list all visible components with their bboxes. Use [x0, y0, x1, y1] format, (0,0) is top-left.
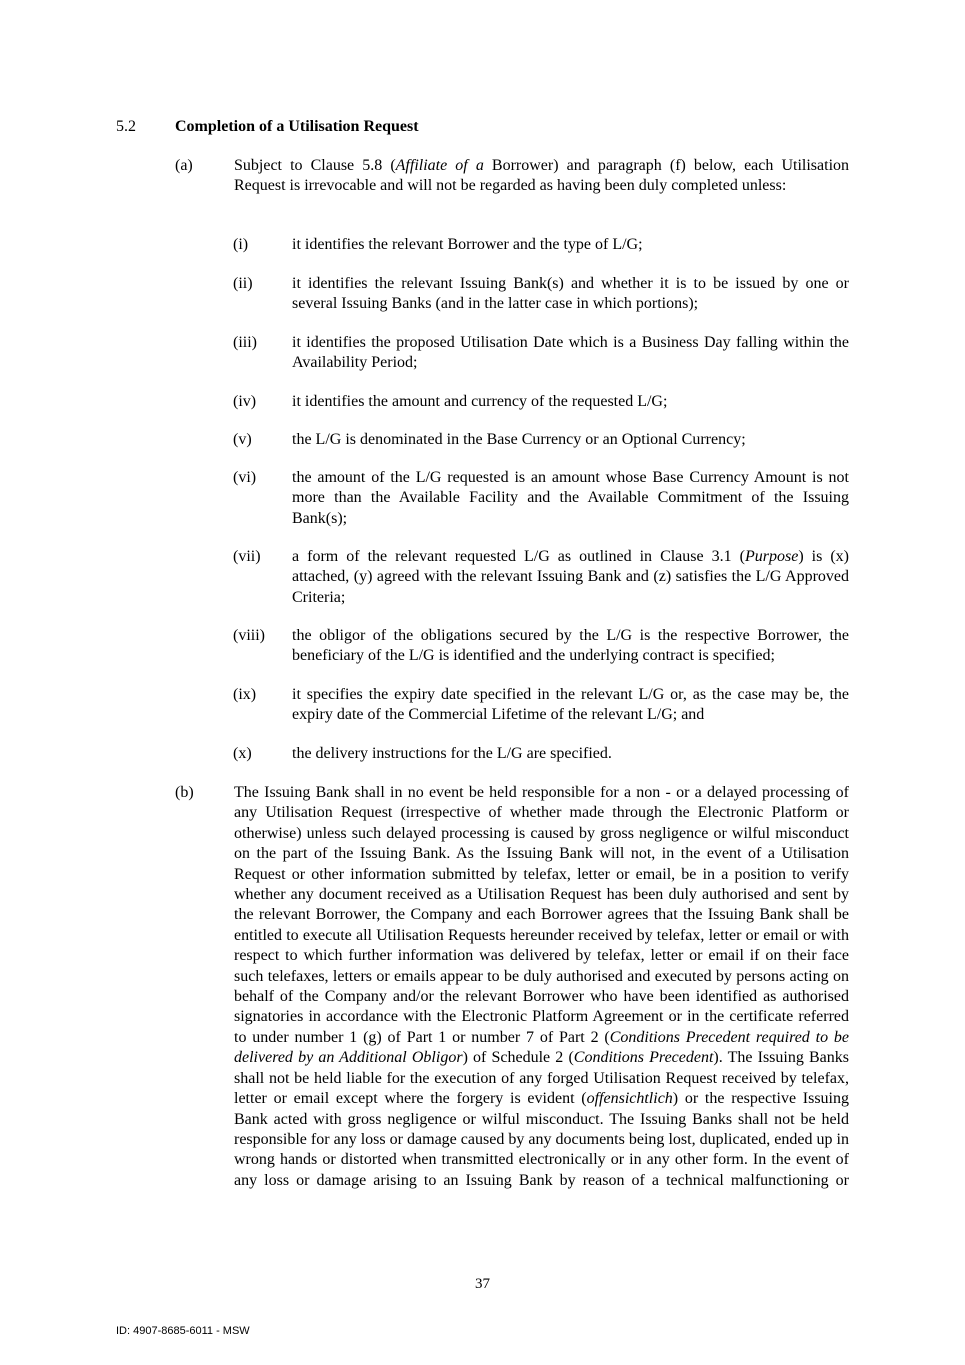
item-label: (vii) — [233, 548, 261, 565]
item-label: (ii) — [233, 275, 253, 292]
paragraph-label: (b) — [175, 784, 194, 801]
paragraph-label: (a) — [175, 157, 193, 174]
section-number: 5.2 — [116, 118, 136, 135]
paragraph-text: Subject to Clause 5.8 (Affiliate of a Borrower) and paragraph (f) below, each Utilisation Request is irrevocable and will not be regarded as having been duly completed unless: — [234, 157, 850, 195]
item-text: it specifies the expiry date specified in the relevant L/G or, as the case may be, the expiry date of the Commercial Lifetime of the relevant L/G; and — [292, 686, 849, 724]
item-label: (i) — [233, 236, 249, 253]
item-label: (v) — [233, 431, 252, 448]
section-title: Completion of a Utilisation Request — [175, 118, 419, 135]
page-number: 37 — [475, 1276, 490, 1292]
item-text: the amount of the L/G requested is an amount whose Base Currency Amount is not more than the Available Facility and the Available Commitment of the Issuing Bank(s); — [292, 469, 849, 527]
document-id: ID: 4907-8685-6011 - MSW — [116, 1325, 250, 1337]
item-label: (x) — [233, 745, 252, 762]
item-label: (iv) — [233, 393, 257, 410]
item-text: the delivery instructions for the L/G are specified. — [292, 745, 612, 762]
item-label: (vi) — [233, 469, 257, 486]
item-text: a form of the relevant requested L/G as outlined in Clause 3.1 (Purpose) is (x) attached, (y) agreed with the relevant Issuing Bank and (z) satisfies the L/G Approved Criteria; — [292, 548, 850, 606]
item-text: the L/G is denominated in the Base Currency or an Optional Currency; — [292, 431, 746, 448]
item-text: the obligor of the obligations secured by the L/G is the respective Borrower, the beneficiary of the L/G is identified and the underlying contract is specified; — [292, 627, 849, 665]
item-text: it identifies the proposed Utilisation Date which is a Business Day falling within the Availability Period; — [292, 334, 849, 372]
item-label: (viii) — [233, 627, 265, 644]
item-label: (ix) — [233, 686, 257, 703]
paragraph-text: The Issuing Bank shall in no event be held responsible for a non - or a delayed processing of any Utilisation Request (irrespective of whether made through the Electronic Platform or otherwise) unless such delayed processing is caused by gross negligence or wilful misconduct on the part of the Issuing Bank. As the Issuing Bank will not, in the event of a Utilisation Request or other information submitted by telefax, letter or email, be in a position to verify whether any document received as a Utilisation Request has been duly authorised and sent by the relevant Borrower, the Company and each Borrower agrees that the Issuing Bank shall be entitled to execute all Utilisation Requests hereunder received by telefax, letter or email or with respect to which further information was delivered by telefax, letter or email if on their face such telefaxes, letters or emails appear to be duly authorised and executed by persons acting on behalf of the Company and/or the relevant Borrower who have been identified as authorised signatories in accordance with the Electronic Platform Agreement or in the certificate referred to under number 1 (g) of Part 1 or number 7 of Part 2 (Conditions Precedent required to be delivered by an Additional Obligor) of Schedule 2 (Conditions Precedent). The Issuing Banks shall not be held liable for the execution of any forged Utilisation Request received by telefax, letter or email except where the forgery is evident (offensichtlich) or the respective Issuing Bank acted with gross negligence or wilful misconduct. The Issuing Banks shall not be held responsible for any loss or damage caused by any documents being lost, duplicated, ended up in wrong hands or distorted when transmitted electronically or in any other form. In the event of any loss or damage arising to an Issuing Bank by reason of a technical malfunctioning or — [234, 784, 850, 1189]
item-label: (iii) — [233, 334, 257, 351]
item-text: it identifies the relevant Borrower and the type of L/G; — [292, 236, 643, 253]
item-text: it identifies the amount and currency of the requested L/G; — [292, 393, 668, 410]
item-text: it identifies the relevant Issuing Bank(s) and whether it is to be issued by one or several Issuing Banks (and in the latter case in which portions); — [292, 275, 849, 313]
